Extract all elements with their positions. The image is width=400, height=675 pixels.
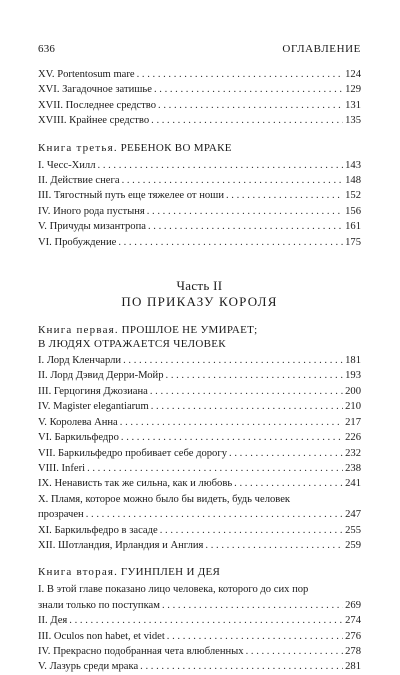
book-heading: Книга третья. РЕБЕНОК ВО МРАКЕ: [38, 141, 232, 154]
toc-entry: VII. Баркильфедро пробивает себе дорогу . . . 232: [38, 446, 361, 461]
toc-entry: XVII. Последнее средство . . . 131: [38, 98, 361, 113]
toc-entry-multiline: X. Пламя, которое можно было бы видеть, будь человек прозрачен . . . 247: [38, 492, 361, 523]
toc-entry-multiline: I. В этой главе показано лицо человека, которого до сих пор знали только по поступкам . . . 269: [38, 582, 361, 613]
toc-entry: XV. Portentosum mare . . . 124: [38, 67, 361, 82]
book-heading: Книга первая. ПРОШЛОЕ НЕ УМИРАЕТ; В ЛЮДЯХ ОТРАЖАЕТСЯ ЧЕЛОВЕК: [38, 324, 258, 351]
running-head: [38, 0, 361, 55]
toc-entry: V. Лазурь среди мрака . . . 281: [38, 659, 361, 674]
toc-book-three: [38, 141, 361, 250]
toc-entry: IV. Иного рода пустыня . . . 156: [38, 204, 361, 219]
toc-book-one: [38, 323, 361, 553]
part-subtitle: ПО ПРИКАЗУ КОРОЛЯ: [121, 294, 278, 310]
toc-entry: XII. Шотландия, Ирландия и Англия . . . 259: [38, 538, 361, 553]
toc-entry: XVI. Загадочное затишье . . . 129: [38, 82, 361, 97]
page-number: 636: [38, 43, 56, 55]
toc-group-continued: [38, 67, 361, 129]
toc-entry: I. Лорд Кленчарли . . . 181: [38, 353, 361, 368]
toc-entry: II. Действие снега . . . 148: [38, 173, 361, 188]
book-heading: Книга вторая. ГУИНПЛЕН И ДЕЯ: [38, 566, 221, 579]
toc-entry: XI. Баркильфедро в засаде . . . 255: [38, 523, 361, 538]
toc-entry: XVIII. Крайнее средство . . . 135: [38, 113, 361, 128]
toc-entry: IX. Ненависть так же сильна, как и любовь . . . 241: [38, 476, 361, 491]
toc-entry: VIII. Inferi . . . 238: [38, 461, 361, 476]
running-title: ОГЛАВЛЕНИЕ: [282, 43, 361, 55]
toc-entry: IV. Прекрасно подобранная чета влюбленных . . . 278: [38, 644, 361, 659]
toc-entry: IV. Magister elegantiarum . . . 210: [38, 399, 361, 414]
toc-entry: II. Лорд Дэвид Дерри-Мойр . . . 193: [38, 368, 361, 383]
toc-entry: II. Дея . . . 274: [38, 613, 361, 628]
toc-entry: V. Королева Анна . . . 217: [38, 415, 361, 430]
toc-entry: V. Причуды мизантропа . . . 161: [38, 219, 361, 234]
toc-entry: VI. Баркильфедро . . . 226: [38, 430, 361, 445]
toc-entry: I. Чесс-Хилл . . . 143: [38, 158, 361, 173]
toc-entry: III. Oculos non habet, et videt . . . 276: [38, 629, 361, 644]
toc-book-two: [38, 565, 361, 674]
part-heading: [38, 278, 361, 310]
part-title: Часть II: [176, 278, 223, 294]
toc-entry: VI. Пробуждение . . . 175: [38, 235, 361, 250]
toc-entry: III. Тягостный путь еще тяжелее от ноши . . . 152: [38, 188, 361, 203]
toc-entry: III. Герцогиня Джозиана . . . 200: [38, 384, 361, 399]
